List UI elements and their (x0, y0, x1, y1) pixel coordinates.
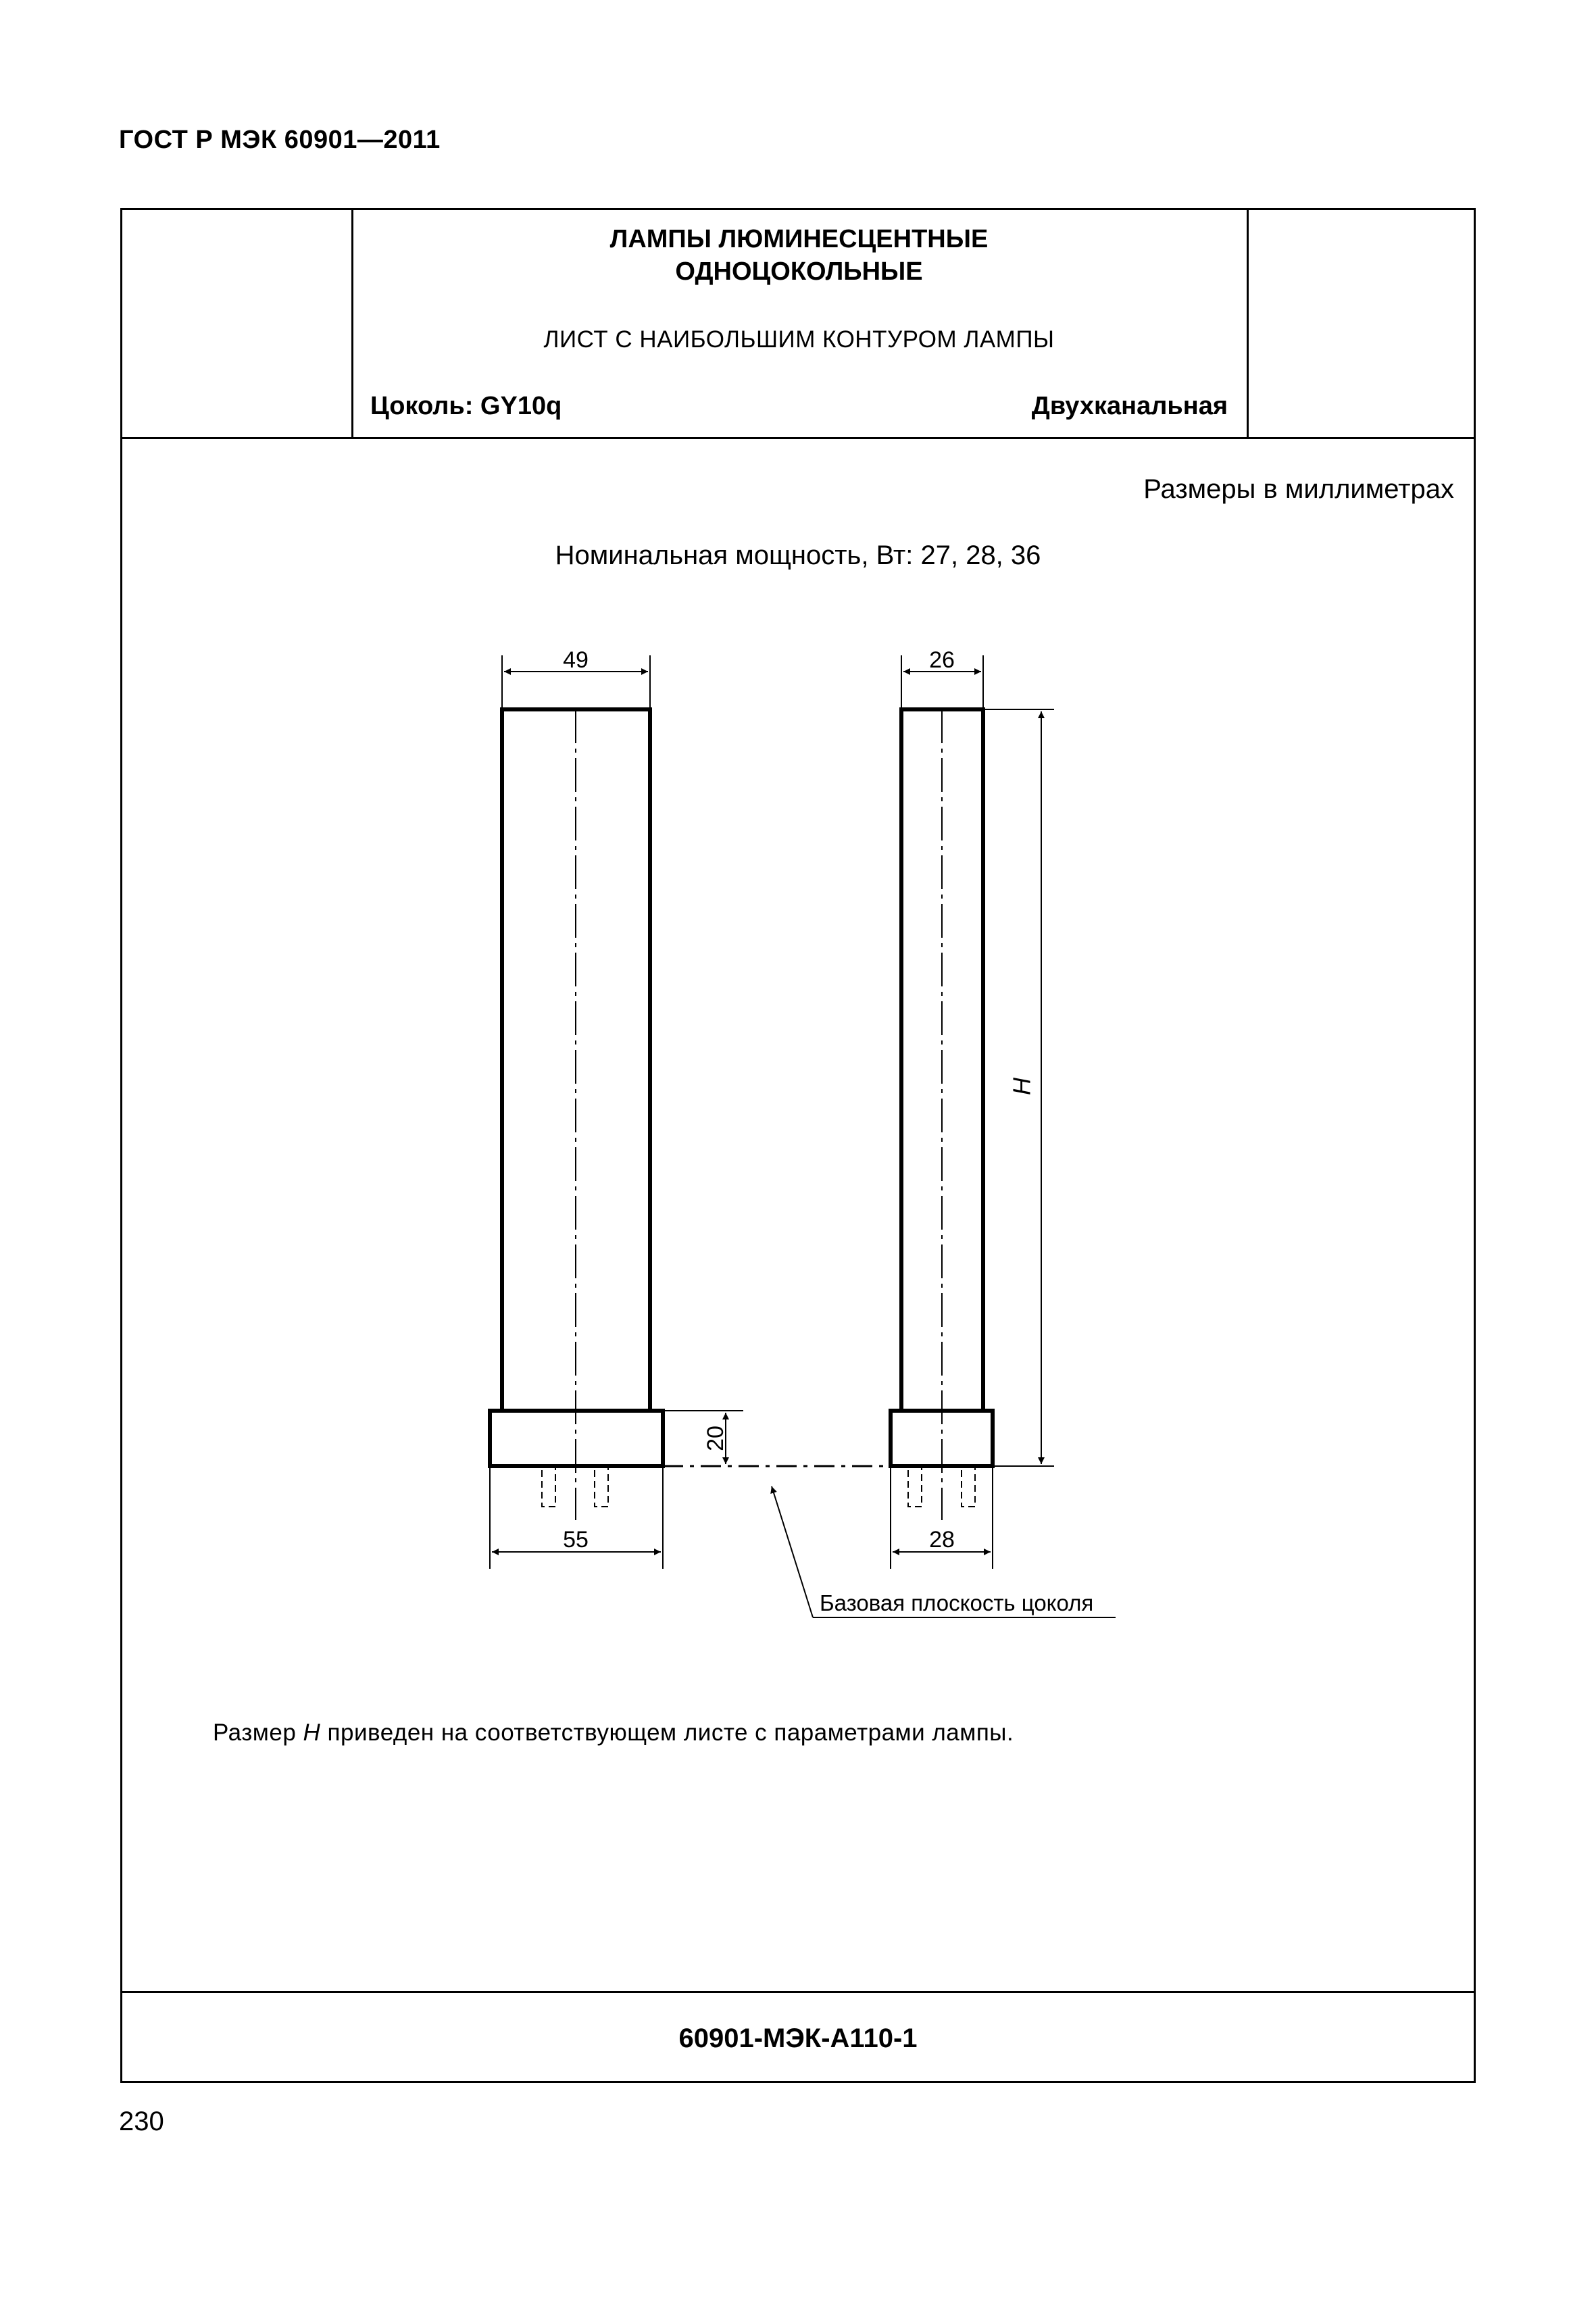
sheet-subtitle: ЛИСТ С НАИБОЛЬШИМ КОНТУРОМ ЛАМПЫ (543, 326, 1055, 353)
title-line-2: ОДНОЦОКОЛЬНЫЕ (675, 257, 923, 286)
dim-front-width: 49 (563, 647, 589, 673)
document-standard-header: ГОСТ Р МЭК 60901—2011 (119, 126, 441, 154)
note-variable: H (303, 1719, 321, 1746)
base-plane-label: Базовая плоскость цоколя (820, 1590, 1094, 1615)
dim-base-height: 20 (702, 1426, 728, 1451)
socket-label: Цоколь: GY10q (370, 392, 562, 420)
units-note: Размеры в миллиметрах (1143, 474, 1454, 504)
page-number: 230 (119, 2107, 164, 2136)
dimension-note (213, 1719, 1014, 1746)
dim-side-width: 26 (929, 647, 955, 673)
dim-side-base-width: 28 (929, 1527, 955, 1553)
dim-front-base-width: 55 (563, 1527, 589, 1553)
note-suffix: приведен на соответствующем листе с параметрами лампы. (320, 1719, 1014, 1746)
note-prefix: Размер (213, 1719, 303, 1746)
channel-type-label: Двухканальная (1031, 392, 1228, 420)
side-view (891, 655, 1054, 1569)
rated-power: Номинальная мощность, Вт: 27, 28, 36 (555, 540, 1041, 570)
dim-height: H (1007, 1078, 1036, 1095)
title-line-1: ЛАМПЫ ЛЮМИНЕСЦЕНТНЫЕ (609, 225, 989, 253)
sheet-id: 60901-МЭК-А110-1 (678, 2023, 918, 2053)
